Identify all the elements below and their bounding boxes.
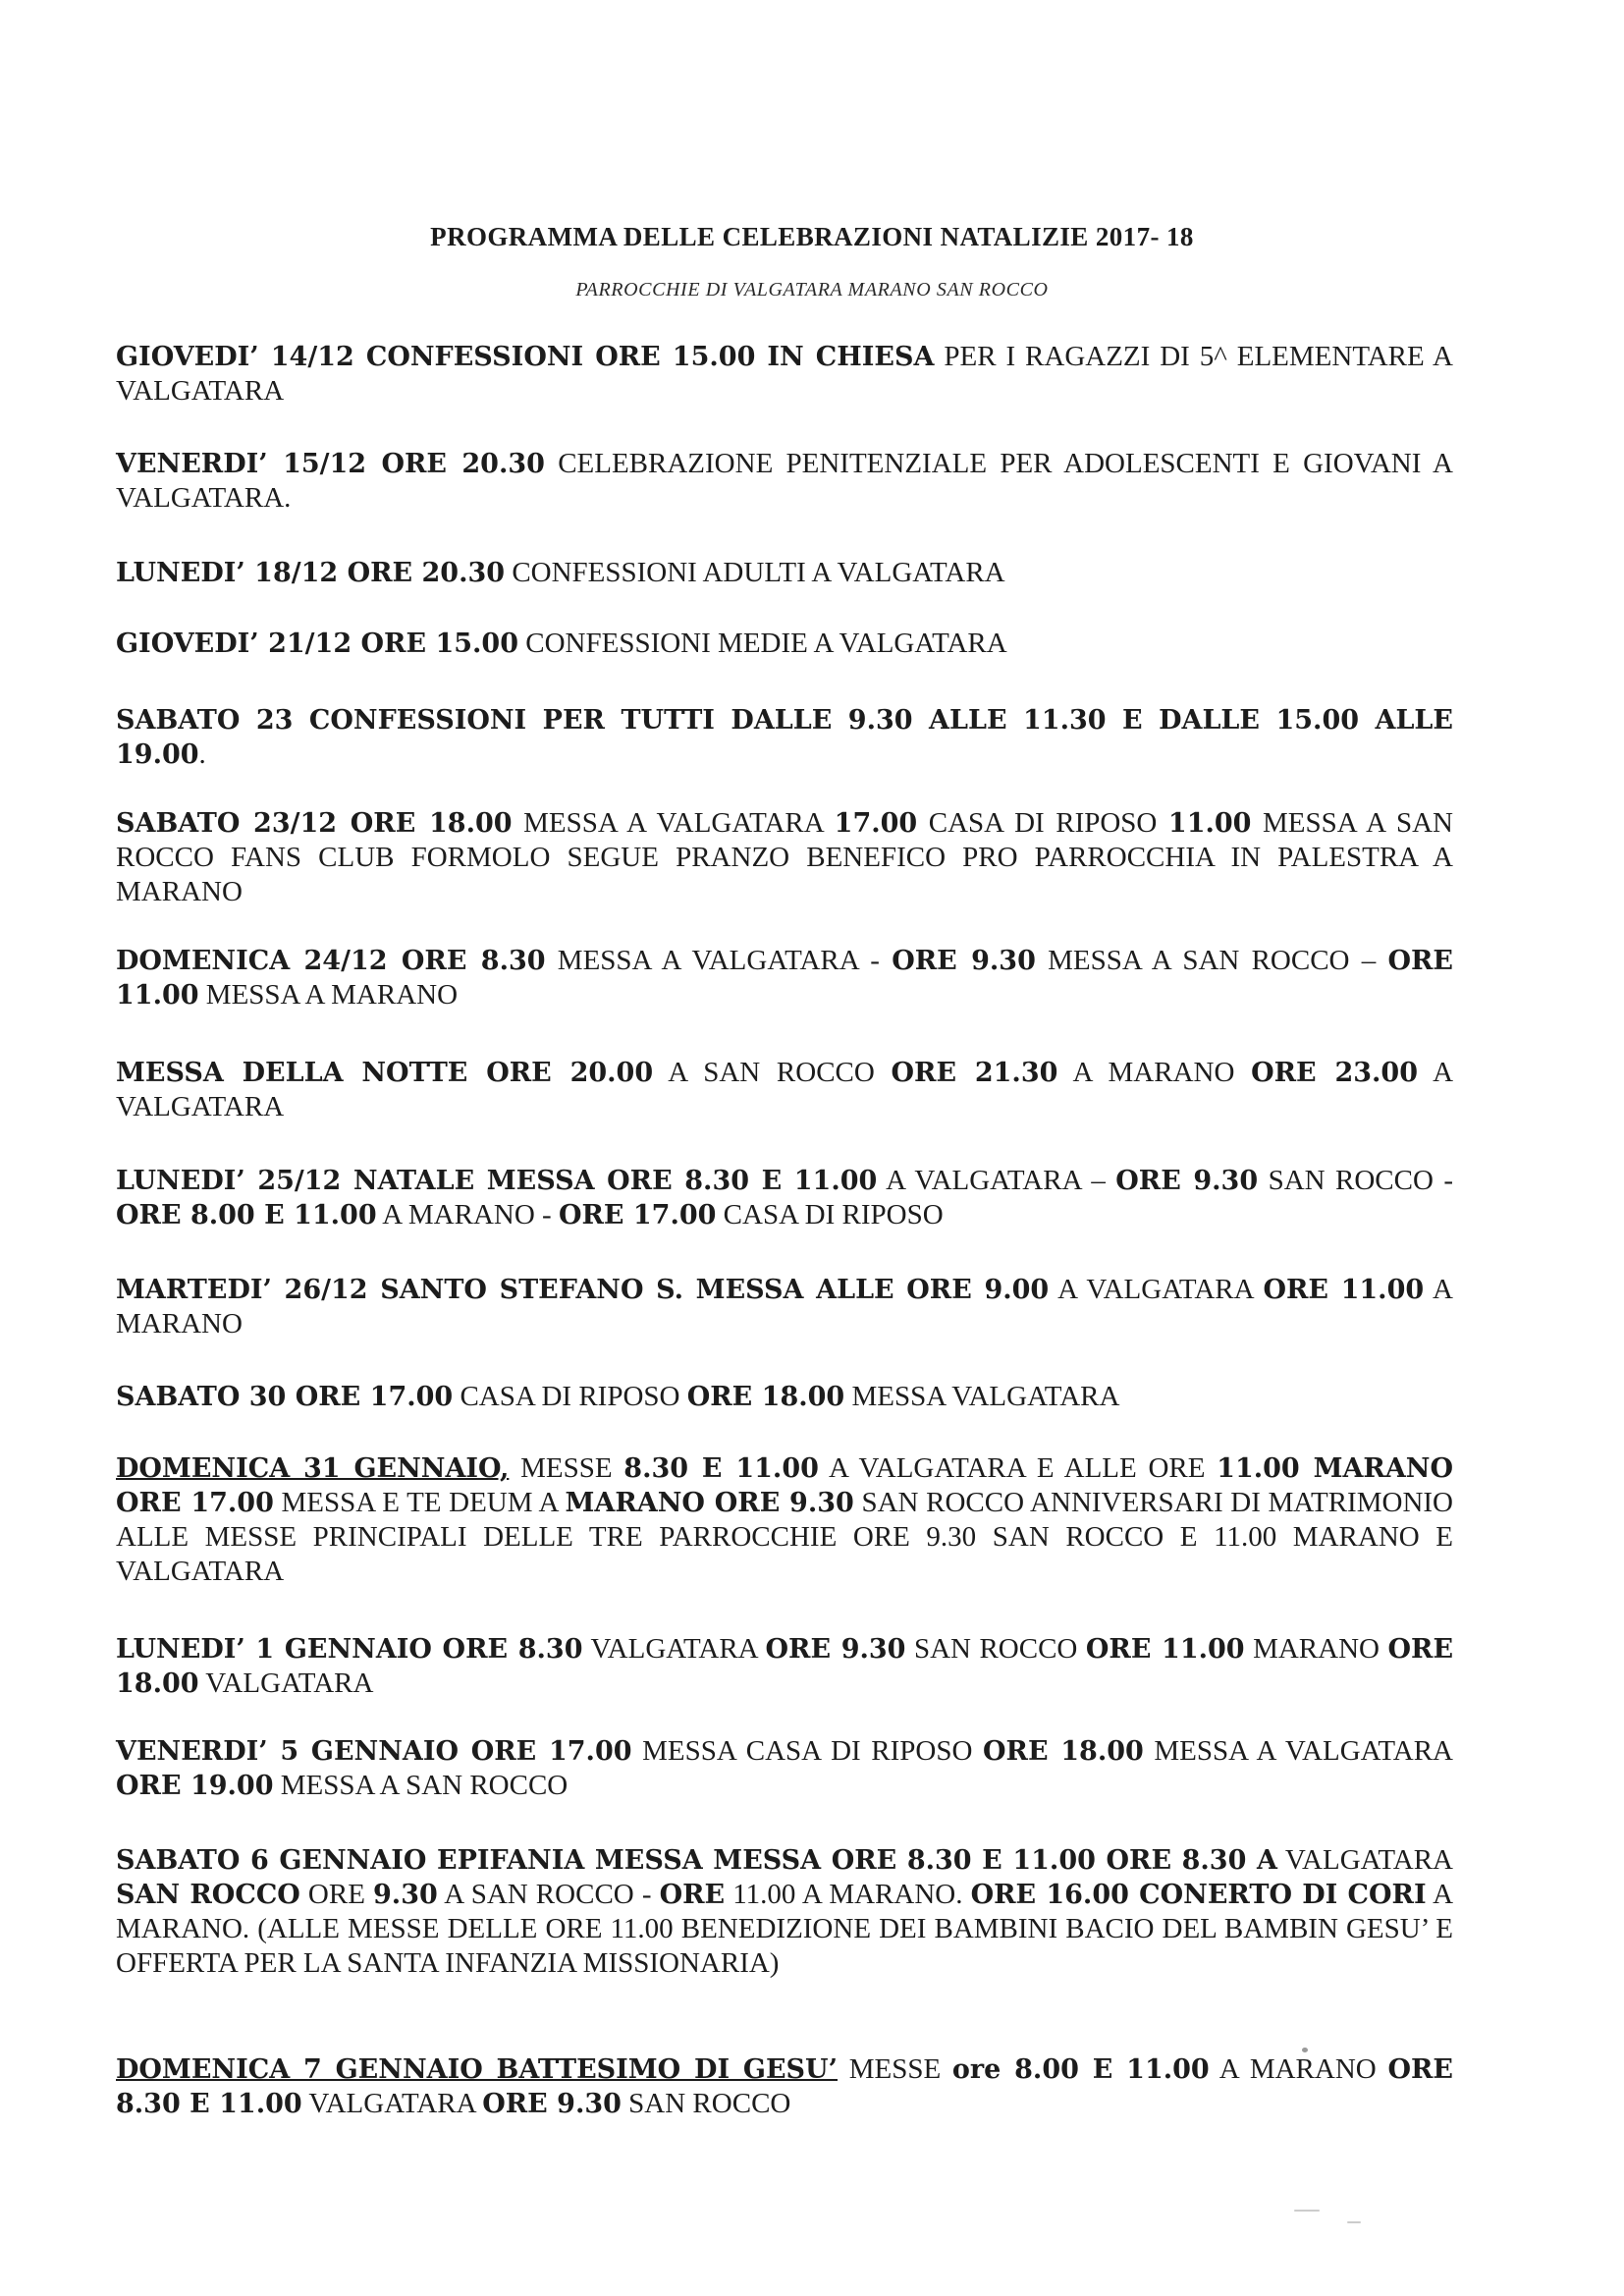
entry-text: MESSA A SAN ROCCO [273,1770,568,1801]
entry-text: A SAN ROCCO [653,1057,892,1088]
entry-bold-text: 9.30 [373,1880,438,1910]
entry-text: MESSA A SAN ROCCO – [1035,945,1388,976]
schedule-entry [116,1632,1453,1701]
entry-bold-text: ORE 9.30 [1115,1166,1259,1196]
entry-bold-text: VENERDI’ 15/12 ORE 20.30 [116,449,545,479]
entry-text: SAN ROCCO - [1258,1165,1453,1196]
scan-speck [1302,2048,1308,2052]
entry-bold-text: 17.00 [834,808,918,839]
entry-text: A MARANO [1209,2053,1388,2085]
entry-text: A MARANO - [376,1199,559,1230]
entry-text: A VALGATARA [1049,1274,1264,1305]
entry-text: SAN ROCCO [905,1633,1086,1665]
entry-text: MARANO [1244,1633,1388,1665]
entry-bold-text: ORE 18.00 [686,1382,845,1412]
entry-text: CONFESSIONI MEDIE A VALGATARA [518,628,1007,659]
entry-text: VALGATARA [1276,1844,1453,1876]
entry-text: A MARANO. (ALLE MESSE DELLE ORE 11.00 BENEDIZIONE DEI BAMBINI BACIO DEL BAMBIN GESU’ E OFFERTA PER LA SANTA INFANZIA MISSIONARIA) [116,1879,1454,1979]
entry-bold-text: SABATO 23 CONFESSIONI PER TUTTI DALLE 9.30 ALLE 11.30 E DALLE 15.00 ALLE 19.00 [116,705,1453,770]
entry-text: . [198,738,206,770]
entry-bold-text: ORE 18.00 [116,1634,1454,1699]
entry-bold-text: ORE 9.30 [892,946,1036,976]
entry-bold-text: GIOVEDI’ 21/12 ORE 15.00 [116,629,518,659]
entry-bold-text: ORE 18.00 [983,1736,1144,1767]
entry-bold-text: ORE 19.00 [116,1771,274,1801]
entry-text: SAN ROCCO [621,2088,791,2119]
entry-bold-text: ORE 11.00 [116,946,1453,1011]
entry-bold-text: MARANO ORE 9.30 [565,1488,854,1518]
entry-bold-text: 11.00 [1167,808,1252,839]
entry-bold-text: MESSA DELLA NOTTE ORE 20.00 [116,1058,654,1088]
entry-text: A VALGATARA E ALLE ORE [818,1452,1218,1484]
underlined-heading [116,2053,838,2085]
schedule-entry [116,1273,1453,1341]
entry-text: MESSA CASA DI RIPOSO [631,1735,983,1767]
entry-bold-text: ORE 9.30 [765,1634,906,1665]
scan-speck [1294,2210,1320,2212]
entry-bold-text: DOMENICA 24/12 ORE 8.30 [116,946,546,976]
entry-text: MESSE [509,1452,624,1484]
entry-bold-text: ORE [659,1880,726,1910]
entry-bold-text: ORE 11.00 [1263,1275,1425,1305]
underlined-heading [116,1452,509,1484]
entry-text: A SAN ROCCO - [437,1879,660,1910]
entry-text: CASA DI RIPOSO [453,1381,687,1412]
entry-text: VALGATARA [198,1667,374,1699]
entry-bold-text: ORE 16.00 CONERTO DI CORI [970,1880,1427,1910]
entry-text: MESSA A VALGATARA [1143,1735,1453,1767]
schedule-entry [116,1734,1453,1803]
entry-text: SAN ROCCO ANNIVERSARI DI MATRIMONIO ALLE MESSE PRINCIPALI DELLE TRE PARROCCHIE ORE 9.30 SAN ROCCO E 11.00 MARANO E VALGATARA [116,1487,1453,1587]
entry-bold-text: DOMENICA 7 GENNAIO BATTESIMO DI GESU’ [116,2054,839,2085]
entry-text: CELEBRAZIONE PENITENZIALE PER ADOLESCENTI E GIOVANI A VALGATARA. [116,448,1453,514]
entry-bold-text: SABATO 30 ORE 17.00 [116,1382,454,1412]
document-title: PROGRAMMA DELLE CELEBRAZIONI NATALIZIE 2017- 18 [430,222,1194,251]
document-subtitle: PARROCCHIE DI VALGATARA MARANO SAN ROCCO [575,279,1049,301]
entry-text: VALGATARA [582,1633,766,1665]
entry-text: MESSA E TE DEUM A [273,1487,566,1518]
entry-bold-text: ORE 17.00 [558,1200,717,1230]
entry-text: MESSA A SAN ROCCO FANS CLUB FORMOLO SEGUE PRANZO BENEFICO PRO PARROCCHIA IN PALESTRA A MARANO [116,807,1453,907]
entry-bold-text: LUNEDI’ 1 GENNAIO ORE 8.30 [116,1634,583,1665]
schedule-entry [116,703,1453,772]
entry-bold-text: SABATO 23/12 ORE 18.00 [116,808,513,839]
schedule-entry [116,1380,1453,1414]
entry-bold-text: ORE 9.30 [482,2089,622,2119]
entry-bold-text: MARTEDI’ 26/12 SANTO STEFANO S. MESSA ALLE ORE 9.00 [116,1275,1050,1305]
entry-text: CASA DI RIPOSO [917,807,1168,839]
schedule-entry [116,556,1453,590]
entry-text: MESSA A MARANO [198,979,459,1011]
entry-bold-text: DOMENICA 31 GENNAIO, [116,1453,510,1484]
schedule-entry [116,2052,1453,2121]
entry-bold-text: LUNEDI’ 25/12 NATALE MESSA ORE 8.30 E 11.00 [116,1166,878,1196]
entry-text: MESSA A VALGATARA [512,807,835,839]
entry-text: MESSA A VALGATARA - [545,945,893,976]
entry-text: A MARANO [116,1274,1454,1339]
entry-bold-text: ore 8.00 E 11.00 [951,2054,1210,2085]
schedule-entry [116,1164,1453,1232]
schedule-entry [116,447,1453,516]
entry-bold-text: VENERDI’ 5 GENNAIO ORE 17.00 [116,1736,632,1767]
entry-text: ORE [299,1879,374,1910]
entry-bold-text: GIOVEDI’ 14/12 CONFESSIONI ORE 15.00 IN CHIESA [116,342,935,372]
entry-text: VALGATARA [301,2088,483,2119]
entry-bold-text: ORE 11.00 [1085,1634,1245,1665]
schedule-entry [116,1843,1453,1981]
entry-text: A MARANO [1057,1057,1252,1088]
schedule-entry [116,806,1453,909]
entry-bold-text: 8.30 E 11.00 [623,1453,819,1484]
entry-text: MESSA VALGATARA [844,1381,1120,1412]
entry-text: A VALGATARA [116,1057,1454,1122]
schedule-entry [116,627,1453,661]
entry-bold-text: ORE 23.00 [1251,1058,1419,1088]
entry-bold-text: ORE 8.30 E 11.00 [116,2054,1453,2119]
entry-text: 11.00 A MARANO. [725,1879,971,1910]
entry-bold-text: SABATO 6 GENNAIO EPIFANIA MESSA MESSA ORE 8.30 E 11.00 ORE 8.30 A [116,1845,1277,1876]
entry-bold-text: ORE 8.00 E 11.00 [116,1200,377,1230]
entry-text: A VALGATARA – [877,1165,1116,1196]
entry-bold-text: 11.00 MARANO ORE 17.00 [116,1453,1454,1518]
schedule-entry [116,944,1453,1012]
entry-bold-text: ORE 21.30 [891,1058,1058,1088]
entry-text: MESSE [838,2053,952,2085]
scan-speck [1347,2221,1361,2223]
entry-bold-text: LUNEDI’ 18/12 ORE 20.30 [116,558,506,588]
schedule-entry [116,1451,1453,1589]
entry-text: CASA DI RIPOSO [716,1199,944,1230]
schedule-entry [116,1056,1453,1124]
entry-text: PER I RAGAZZI DI 5^ ELEMENTARE A VALGATARA [116,341,1453,407]
entry-bold-text: SAN ROCCO [116,1880,300,1910]
schedule-entry [116,340,1453,409]
entry-text: CONFESSIONI ADULTI A VALGATARA [505,557,1005,588]
